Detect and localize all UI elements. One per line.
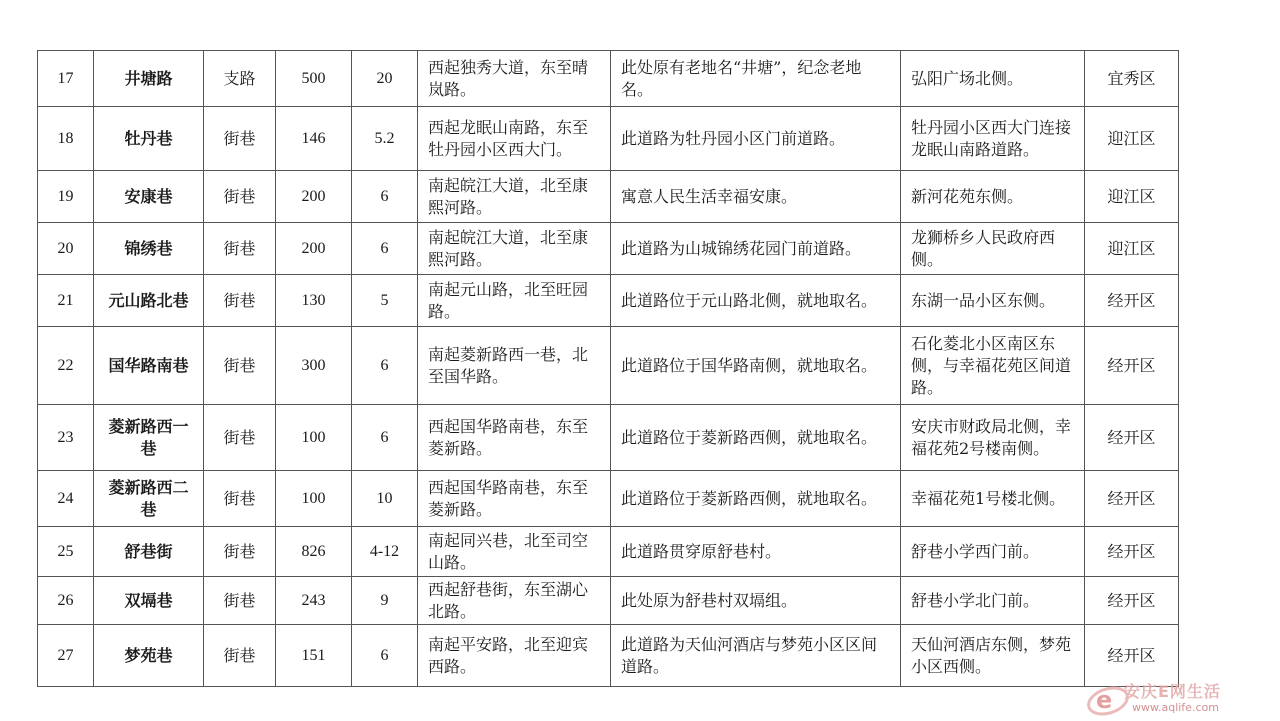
road-width-cell: 4-12 (352, 527, 418, 577)
watermark-url: www.aqlife.com (1132, 701, 1219, 714)
road-name-cell: 菱新路西二巷 (94, 471, 204, 527)
naming-meaning-cell: 寓意人民生活幸福安康。 (611, 171, 901, 223)
road-type-cell: 街巷 (204, 471, 276, 527)
road-length-cell: 100 (276, 405, 352, 471)
road-name-cell: 舒巷街 (94, 527, 204, 577)
road-name-cell: 菱新路西一巷 (94, 405, 204, 471)
road-endpoints-cell: 南起皖江大道，北至康熙河路。 (418, 223, 611, 275)
road-district-cell: 经开区 (1085, 625, 1179, 687)
row-number-cell: 26 (38, 577, 94, 625)
road-location-cell: 牡丹园小区西大门连接龙眠山南路道路。 (901, 107, 1085, 171)
road-length-cell: 200 (276, 223, 352, 275)
naming-meaning-cell: 此道路为牡丹园小区门前道路。 (611, 107, 901, 171)
road-length-cell: 100 (276, 471, 352, 527)
table-row (38, 51, 1179, 107)
road-type-cell: 支路 (204, 51, 276, 107)
road-type-cell: 街巷 (204, 171, 276, 223)
naming-meaning-cell: 此道路为天仙河酒店与梦苑小区区间道路。 (611, 625, 901, 687)
naming-meaning-cell: 此道路位于菱新路西侧，就地取名。 (611, 405, 901, 471)
road-type-cell: 街巷 (204, 275, 276, 327)
road-endpoints-cell: 西起国华路南巷，东至菱新路。 (418, 471, 611, 527)
road-endpoints-cell: 南起皖江大道，北至康熙河路。 (418, 171, 611, 223)
road-location-cell: 舒巷小学北门前。 (901, 577, 1085, 625)
row-number-cell: 23 (38, 405, 94, 471)
road-name-cell: 元山路北巷 (94, 275, 204, 327)
road-location-cell: 龙狮桥乡人民政府西侧。 (901, 223, 1085, 275)
table-body (38, 51, 1179, 687)
road-district-cell: 迎江区 (1085, 107, 1179, 171)
road-location-cell: 天仙河酒店东侧，梦苑小区西侧。 (901, 625, 1085, 687)
table-row (38, 625, 1179, 687)
road-length-cell: 826 (276, 527, 352, 577)
road-width-cell: 6 (352, 223, 418, 275)
table-row (38, 405, 1179, 471)
road-location-cell: 石化菱北小区南区东侧，与幸福花苑区间道路。 (901, 327, 1085, 405)
road-name-cell: 双塥巷 (94, 577, 204, 625)
road-name-cell: 锦绣巷 (94, 223, 204, 275)
svg-text:e: e (1096, 686, 1113, 714)
road-width-cell: 6 (352, 625, 418, 687)
road-endpoints-cell: 南起元山路，北至旺园路。 (418, 275, 611, 327)
naming-meaning-cell: 此处原为舒巷村双塥组。 (611, 577, 901, 625)
row-number-cell: 17 (38, 51, 94, 107)
row-number-cell: 18 (38, 107, 94, 171)
road-type-cell: 街巷 (204, 405, 276, 471)
road-location-cell: 舒巷小学西门前。 (901, 527, 1085, 577)
road-length-cell: 146 (276, 107, 352, 171)
road-length-cell: 151 (276, 625, 352, 687)
road-name-cell: 安康巷 (94, 171, 204, 223)
row-number-cell: 25 (38, 527, 94, 577)
road-name-cell: 国华路南巷 (94, 327, 204, 405)
row-number-cell: 22 (38, 327, 94, 405)
road-length-cell: 200 (276, 171, 352, 223)
naming-meaning-cell: 此道路位于元山路北侧，就地取名。 (611, 275, 901, 327)
road-district-cell: 宜秀区 (1085, 51, 1179, 107)
road-width-cell: 10 (352, 471, 418, 527)
road-district-cell: 迎江区 (1085, 171, 1179, 223)
road-width-cell: 20 (352, 51, 418, 107)
road-width-cell: 5 (352, 275, 418, 327)
row-number-cell: 21 (38, 275, 94, 327)
road-length-cell: 243 (276, 577, 352, 625)
road-district-cell: 迎江区 (1085, 223, 1179, 275)
table-row (38, 471, 1179, 527)
table-row (38, 327, 1179, 405)
road-location-cell: 弘阳广场北侧。 (901, 51, 1085, 107)
road-endpoints-cell: 南起菱新路西一巷，北至国华路。 (418, 327, 611, 405)
road-length-cell: 300 (276, 327, 352, 405)
row-number-cell: 27 (38, 625, 94, 687)
road-type-cell: 街巷 (204, 327, 276, 405)
naming-meaning-cell: 此道路为山城锦绣花园门前道路。 (611, 223, 901, 275)
naming-meaning-cell: 此道路位于国华路南侧，就地取名。 (611, 327, 901, 405)
road-type-cell: 街巷 (204, 107, 276, 171)
table-row (38, 577, 1179, 625)
road-name-cell: 牡丹巷 (94, 107, 204, 171)
row-number-cell: 24 (38, 471, 94, 527)
road-location-cell: 东湖一品小区东侧。 (901, 275, 1085, 327)
naming-meaning-cell: 此道路贯穿原舒巷村。 (611, 527, 901, 577)
table-row (38, 527, 1179, 577)
road-district-cell: 经开区 (1085, 275, 1179, 327)
road-width-cell: 9 (352, 577, 418, 625)
road-type-cell: 街巷 (204, 223, 276, 275)
road-width-cell: 6 (352, 327, 418, 405)
road-endpoints-cell: 西起独秀大道，东至晴岚路。 (418, 51, 611, 107)
road-endpoints-cell: 西起国华路南巷，东至菱新路。 (418, 405, 611, 471)
road-location-cell: 幸福花苑1号楼北侧。 (901, 471, 1085, 527)
road-naming-table (37, 50, 1179, 687)
road-length-cell: 500 (276, 51, 352, 107)
road-width-cell: 6 (352, 405, 418, 471)
road-location-cell: 安庆市财政局北侧，幸福花苑2号楼南侧。 (901, 405, 1085, 471)
table-row (38, 223, 1179, 275)
row-number-cell: 19 (38, 171, 94, 223)
table-row (38, 107, 1179, 171)
road-name-cell: 井塘路 (94, 51, 204, 107)
road-district-cell: 经开区 (1085, 405, 1179, 471)
road-endpoints-cell: 南起同兴巷，北至司空山路。 (418, 527, 611, 577)
road-district-cell: 经开区 (1085, 471, 1179, 527)
watermark-logo (1084, 679, 1274, 719)
naming-meaning-cell: 此道路位于菱新路西侧，就地取名。 (611, 471, 901, 527)
road-type-cell: 街巷 (204, 625, 276, 687)
road-width-cell: 6 (352, 171, 418, 223)
road-district-cell: 经开区 (1085, 327, 1179, 405)
road-endpoints-cell: 西起龙眠山南路，东至牡丹园小区西大门。 (418, 107, 611, 171)
road-endpoints-cell: 南起平安路，北至迎宾西路。 (418, 625, 611, 687)
road-length-cell: 130 (276, 275, 352, 327)
road-type-cell: 街巷 (204, 577, 276, 625)
road-location-cell: 新河花苑东侧。 (901, 171, 1085, 223)
watermark-title: 安庆E网生活 (1124, 682, 1221, 701)
road-district-cell: 经开区 (1085, 577, 1179, 625)
road-endpoints-cell: 西起舒巷街，东至湖心北路。 (418, 577, 611, 625)
table-row (38, 171, 1179, 223)
road-name-cell: 梦苑巷 (94, 625, 204, 687)
road-width-cell: 5.2 (352, 107, 418, 171)
row-number-cell: 20 (38, 223, 94, 275)
naming-meaning-cell: 此处原有老地名“井塘”，纪念老地名。 (611, 51, 901, 107)
road-type-cell: 街巷 (204, 527, 276, 577)
table-row (38, 275, 1179, 327)
road-district-cell: 经开区 (1085, 527, 1179, 577)
